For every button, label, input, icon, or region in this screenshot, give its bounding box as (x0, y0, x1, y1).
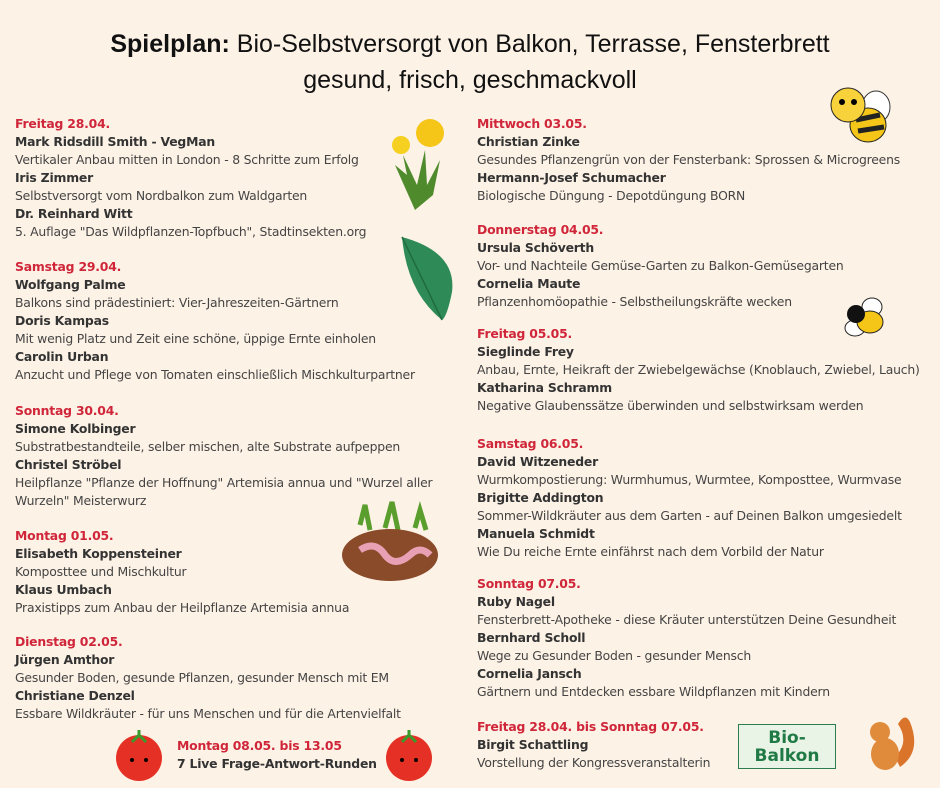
speaker: Cornelia Jansch (477, 666, 582, 681)
talk-topic: Vor- und Nachteile Gemüse-Garten zu Balkon-Gemüsegarten (477, 258, 844, 273)
tomato-icon (112, 730, 167, 782)
day-heading: Samstag 29.04. (15, 259, 122, 274)
speaker: Birgit Schattling (477, 737, 589, 752)
speaker: David Witzeneder (477, 454, 599, 469)
talk-topic: Selbstversorgt vom Nordbalkon zum Waldgarten (15, 188, 308, 203)
talk-topic: Mit wenig Platz und Zeit eine schöne, üppige Ernte einholen (15, 331, 376, 346)
talk-topic: Gärtnern und Entdecken essbare Wildpflanzen mit Kindern (477, 684, 830, 699)
talk-topic: Vertikaler Anbau mitten in London - 8 Schritte zum Erfolg (15, 152, 359, 167)
talk-topic: Wurmkompostierung: Wurmhumus, Wurmtee, Komposttee, Wurmvase (477, 472, 902, 487)
speaker: Christiane Denzel (15, 688, 135, 703)
talk-topic: Wege zu Gesunder Boden - gesunder Mensch (477, 648, 752, 663)
speaker: Iris Zimmer (15, 170, 94, 185)
bee-icon (840, 292, 890, 342)
talk-topic: Balkons sind prädestiniert: Vier-Jahreszeiten-Gärtnern (15, 295, 339, 310)
talk-topic: Anzucht und Pflege von Tomaten einschließlich Mischkulturpartner (15, 367, 415, 382)
squirrel-icon (860, 712, 922, 774)
speaker: Ursula Schöverth (477, 240, 595, 255)
speaker: Ruby Nagel (477, 594, 555, 609)
talk-topic: Gesunder Boden, gesunde Pflanzen, gesunder Mensch mit EM (15, 670, 389, 685)
speaker: Simone Kolbinger (15, 421, 136, 436)
day-heading: Freitag 05.05. (477, 326, 572, 341)
title-rest: Bio-Selbstversorgt von Balkon, Terrasse, Fensterbrett (229, 30, 830, 58)
talk-topic: Sommer-Wildkräuter aus dem Garten - auf Deinen Balkon umgesiedelt (477, 508, 902, 523)
talk-topic: Komposttee und Mischkultur (15, 564, 187, 579)
leaf-icon (397, 232, 462, 322)
day-heading: Donnerstag 04.05. (477, 222, 604, 237)
day-heading: Montag 01.05. (15, 528, 114, 543)
speaker: Sieglinde Frey (477, 344, 574, 359)
tomato-icon (382, 730, 437, 782)
day-section (15, 402, 460, 510)
speaker: Wolfgang Palme (15, 277, 126, 292)
talk-topic: Fensterbrett-Apotheke - diese Kräuter unterstützen Deine Gesundheit (477, 612, 897, 627)
speaker: Elisabeth Koppensteiner (15, 546, 182, 561)
talk-topic: Negative Glaubenssätze überwinden und selbstwirksam werden (477, 398, 864, 413)
day-heading: Mittwoch 03.05. (477, 116, 587, 131)
speaker: Christian Zinke (477, 134, 580, 149)
talk-topic: Anbau, Ernte, Heikraft der Zwiebelgewächse (Knoblauch, Zwiebel, Lauch) (477, 362, 920, 377)
subtitle: gesund, frisch, geschmackvoll (303, 66, 637, 94)
talk-topic: Heilpflanze "Pflanze der Hoffnung" Artemisia annua und "Wurzel aller Wurzeln" Meisterwurz (15, 475, 433, 508)
day-section (15, 258, 460, 384)
page-title (0, 26, 940, 98)
talk-topic: Wie Du reiche Ernte einfährst nach dem Vorbild der Natur (477, 544, 824, 559)
talk-topic: Substratbestandteile, selber mischen, alte Substrate aufpeppen (15, 439, 401, 454)
talk-topic: Gesundes Pflanzengrün von der Fensterbank: Sprossen & Microgreens (477, 152, 901, 167)
speaker: Mark Ridsdill Smith - VegMan (15, 134, 216, 149)
speaker: Klaus Umbach (15, 582, 112, 597)
day-section (477, 435, 937, 561)
soil-worm-icon (340, 500, 440, 585)
day-heading: Dienstag 02.05. (15, 634, 123, 649)
speaker: Hermann-Josef Schumacher (477, 170, 666, 185)
speaker: Dr. Reinhard Witt (15, 206, 133, 221)
day-section (477, 575, 937, 701)
bio-balkon-logo (738, 724, 836, 769)
logo-line1: Bio- (768, 728, 806, 748)
logo-line2: Balkon (754, 746, 820, 766)
day-heading: Sonntag 30.04. (15, 403, 119, 418)
live-session (177, 737, 377, 773)
day-heading: Sonntag 07.05. (477, 576, 581, 591)
speaker: Doris Kampas (15, 313, 109, 328)
day-heading: Freitag 28.04. (15, 116, 110, 131)
talk-topic: Biologische Düngung - Depotdüngung BORN (477, 188, 746, 203)
speaker: Bernhard Scholl (477, 630, 586, 645)
day-section (15, 633, 460, 723)
talk-topic: Pflanzenhomöopathie - Selbstheilungskräfte wecken (477, 294, 792, 309)
speaker: Jürgen Amthor (15, 652, 115, 667)
dandelion-icon (385, 115, 445, 215)
speaker: 7 Live Frage-Antwort-Runden (177, 756, 377, 771)
speaker: Manuela Schmidt (477, 526, 595, 541)
bee-icon (828, 85, 894, 147)
talk-topic: Praxistipps zum Anbau der Heilpflanze Artemisia annua (15, 600, 350, 615)
speaker: Cornelia Maute (477, 276, 581, 291)
day-heading: Montag 08.05. bis 13.05 (177, 738, 342, 753)
speaker: Brigitte Addington (477, 490, 604, 505)
title-bold: Spielplan: (110, 30, 230, 58)
day-heading: Samstag 06.05. (477, 436, 584, 451)
speaker: Katharina Schramm (477, 380, 612, 395)
talk-topic: Essbare Wildkräuter - für uns Menschen und für die Artenvielfalt (15, 706, 401, 721)
speaker: Carolin Urban (15, 349, 109, 364)
talk-topic: Vorstellung der Kongressveranstalterin (477, 755, 711, 770)
day-heading: Freitag 28.04. bis Sonntag 07.05. (477, 719, 704, 734)
talk-topic: 5. Auflage "Das Wildpflanzen-Topfbuch", Stadtinsekten.org (15, 224, 367, 239)
speaker: Christel Ströbel (15, 457, 122, 472)
